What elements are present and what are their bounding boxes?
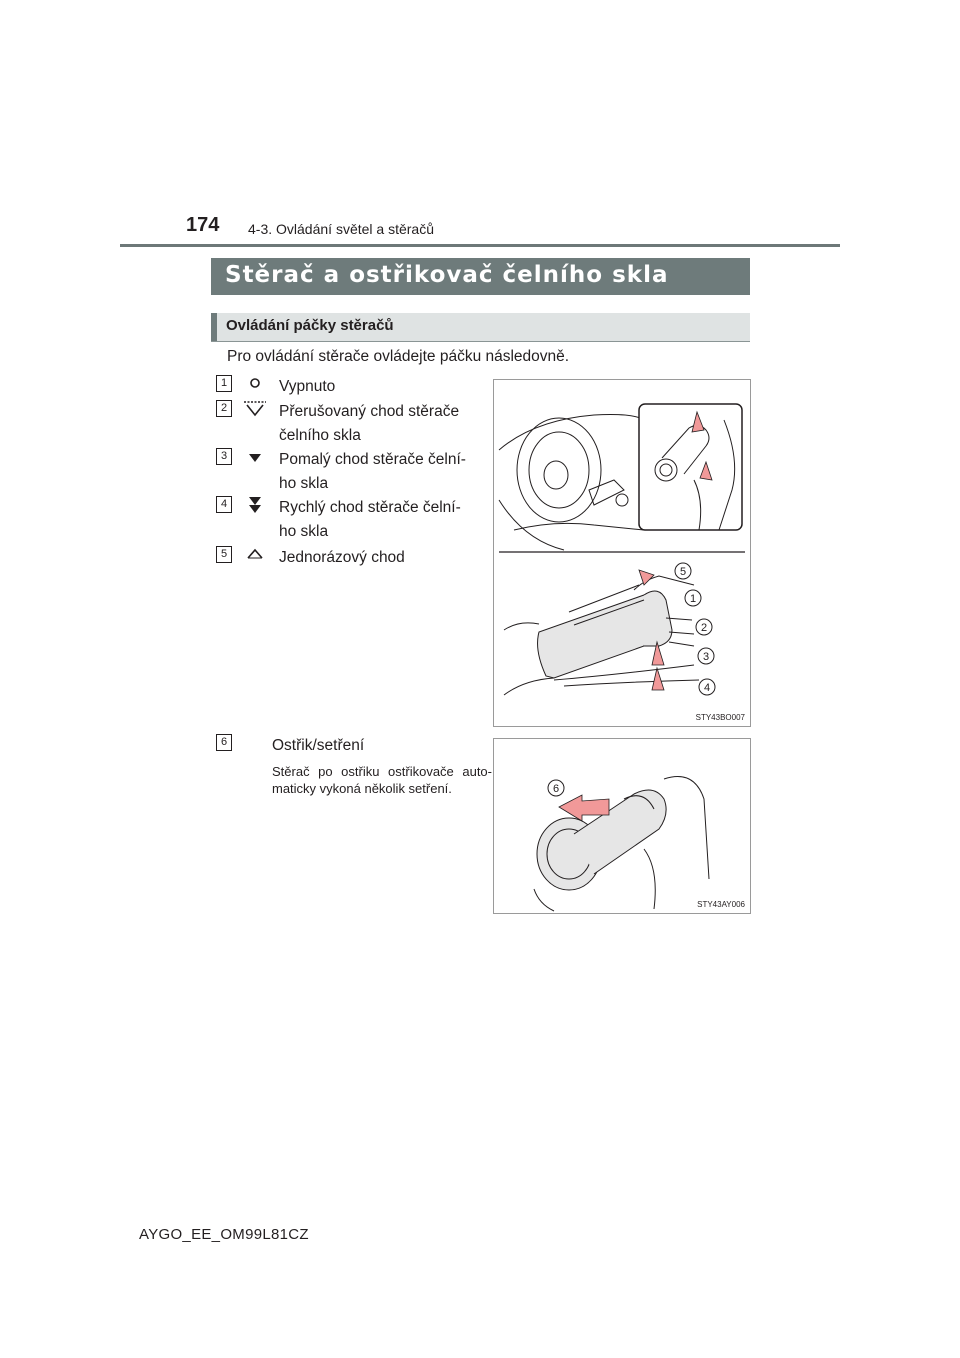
single-wipe-icon [243, 546, 267, 564]
item-number: 5 [216, 546, 232, 563]
section-heading-bar [211, 258, 750, 295]
section-title: Stěrač a ostřikovač čelního skla [225, 262, 669, 288]
item-number: 3 [216, 448, 232, 465]
item-text: Pomalý chod stěrače čelní- ho skla [279, 451, 466, 492]
item-number: 1 [216, 375, 232, 392]
subsection-heading-bar [211, 313, 750, 342]
washer-note: Stěrač po ostřiku ostřikovače auto-maticky vykoná několik setření. [272, 764, 492, 796]
subsection-accent [211, 313, 217, 341]
item-text: Vypnuto [279, 378, 336, 395]
figure-code: STY43AY006 [697, 900, 745, 909]
lever-callout: 5 [679, 566, 687, 578]
lever-callout: 2 [700, 622, 708, 634]
page-number: 174 [186, 214, 220, 236]
item-text: Rychlý chod stěrače čelní- ho skla [279, 499, 461, 540]
wiper-lever-illustration [494, 380, 750, 726]
washer-figure [493, 738, 751, 914]
item-text: Jednorázový chod [279, 549, 405, 566]
intermittent-wiper-icon [243, 400, 267, 418]
subsection-title: Ovládání páčky stěračů [226, 317, 394, 334]
running-head: 4-3. Ovládání světel a stěračů [248, 221, 434, 237]
item-text: Přerušovaný chod stěrače čelního skla [279, 403, 460, 444]
fast-wiper-icon [243, 496, 267, 514]
washer-lever-illustration [494, 739, 750, 913]
lever-callout: 4 [703, 682, 711, 694]
intro-text: Pro ovládání stěrače ovládejte páčku následovně. [227, 348, 570, 365]
item-number: 4 [216, 496, 232, 513]
item-number: 2 [216, 400, 232, 417]
item-number: 6 [216, 734, 232, 751]
footer-code: AYGO_EE_OM99L81CZ [139, 1226, 309, 1243]
slow-wiper-icon [243, 448, 267, 466]
lever-figure [493, 379, 751, 727]
figure-code: STY43BO007 [695, 713, 745, 722]
lever-callout: 3 [702, 651, 710, 663]
item-text: Ostřik/setření [272, 737, 365, 754]
washer-callout: 6 [552, 783, 560, 795]
off-circle-icon [243, 375, 267, 393]
lever-callout: 1 [689, 593, 697, 605]
header-rule [120, 244, 840, 247]
